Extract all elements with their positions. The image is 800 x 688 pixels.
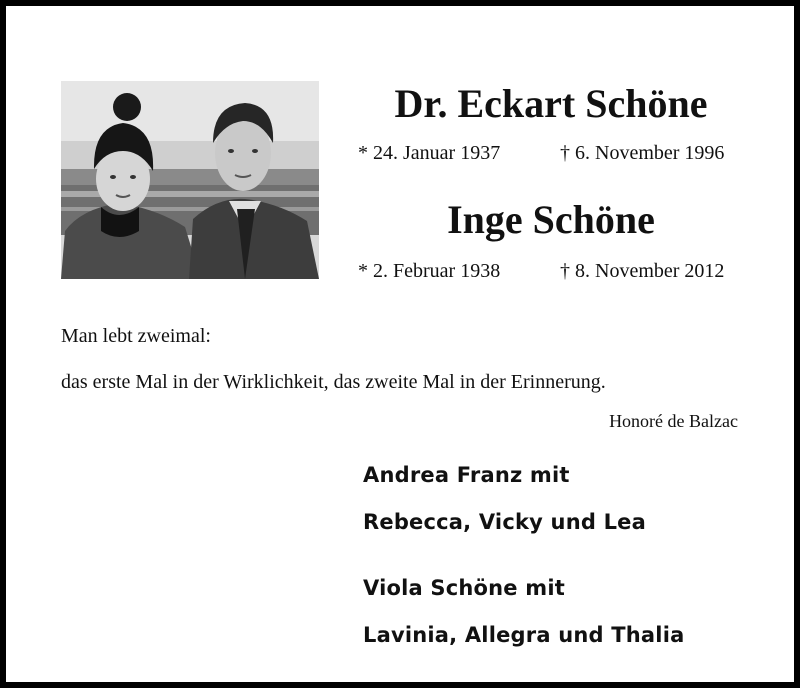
family-line-2: Rebecca, Vicky und Lea — [363, 510, 646, 534]
person-1-birth-date: * 24. Januar 1937 — [358, 142, 501, 164]
quote-line-2: das erste Mal in der Wirklichkeit, das zweite Mal in der Erinnerung. — [61, 371, 606, 393]
family-line-3: Viola Schöne mit — [363, 576, 565, 600]
person-1-death-date: † 6. November 1996 — [560, 142, 725, 164]
family-line-4: Lavinia, Allegra und Thalia — [363, 623, 685, 647]
person-1-name: Dr. Eckart Schöne — [394, 81, 708, 126]
couple-photo-icon — [61, 81, 319, 279]
family-line-1: Andrea Franz mit — [363, 463, 570, 487]
quote-line-1: Man lebt zweimal: — [61, 325, 211, 347]
person-2-birth-date: * 2. Februar 1938 — [358, 260, 501, 282]
quote-author: Honoré de Balzac — [609, 411, 738, 431]
person-2-name: Inge Schöne — [447, 197, 655, 242]
person-2-death-date: † 8. November 2012 — [560, 260, 725, 282]
